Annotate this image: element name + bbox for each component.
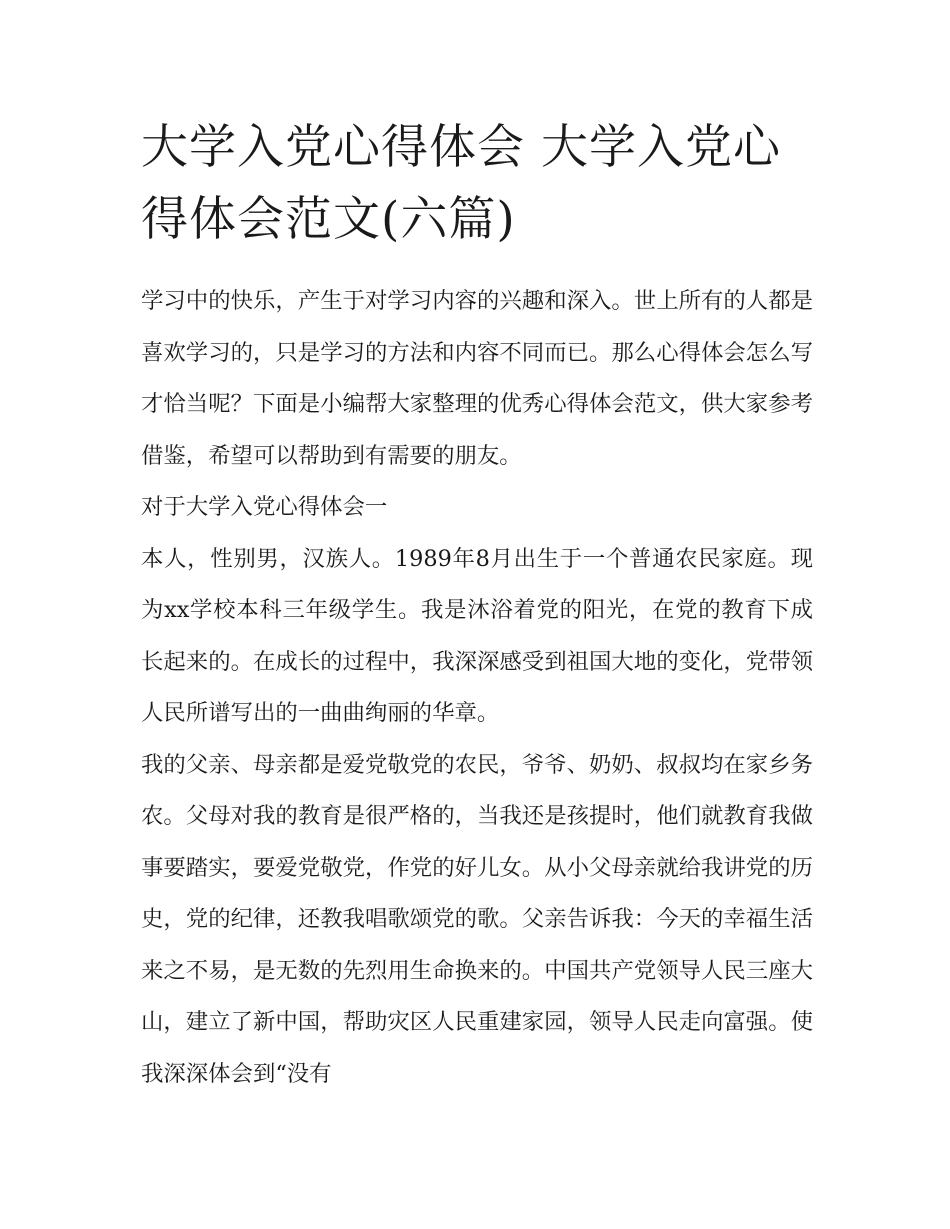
intro-paragraph: 学习中的快乐，产生于对学习内容的兴趣和深入。世上所有的人都是喜欢学习的，只是学习的方法和内容不同而已。那么心得体会怎么写才恰当呢？下面是小编帮大家整理的优秀心得体会范文，供大家参考借鉴，希望可以帮助到有需要的朋友。 — [141, 288, 813, 469]
body-paragraph-self-intro: 本人，性别男，汉族人。1989年8月出生于一个普通农民家庭。现为xx学校本科三年级学生。我是沐浴着党的阳光，在党的教育下成长起来的。在成长的过程中，我深深感受到祖国大地的变化，党带领人民所谱写出的一曲曲绚丽的华章。 — [141, 545, 813, 726]
document-body — [141, 112, 813, 1100]
section-heading: 对于大学入党心得体会一 — [141, 494, 388, 520]
document-title: 大学入党心得体会 大学入党心得体会范文(六篇) — [141, 120, 781, 247]
body-paragraph-family: 我的父亲、母亲都是爱党敬党的农民，爷爷、奶奶、叔叔均在家乡务农。父母对我的教育是很严格的，当我还是孩提时，他们就教育我做事要踏实，要爱党敬党，作党的好儿女。从小父母亲就给我讲党的历史，党的纪律，还教我唱歌颂党的歌。父亲告诉我：今天的幸福生活来之不易，是无数的先烈用生命换来的。中国共产党领导人民三座大山，建立了新中国，帮助灾区人民重建家园，领导人民走向富强。使我深深体会到“没有 — [141, 751, 813, 1087]
